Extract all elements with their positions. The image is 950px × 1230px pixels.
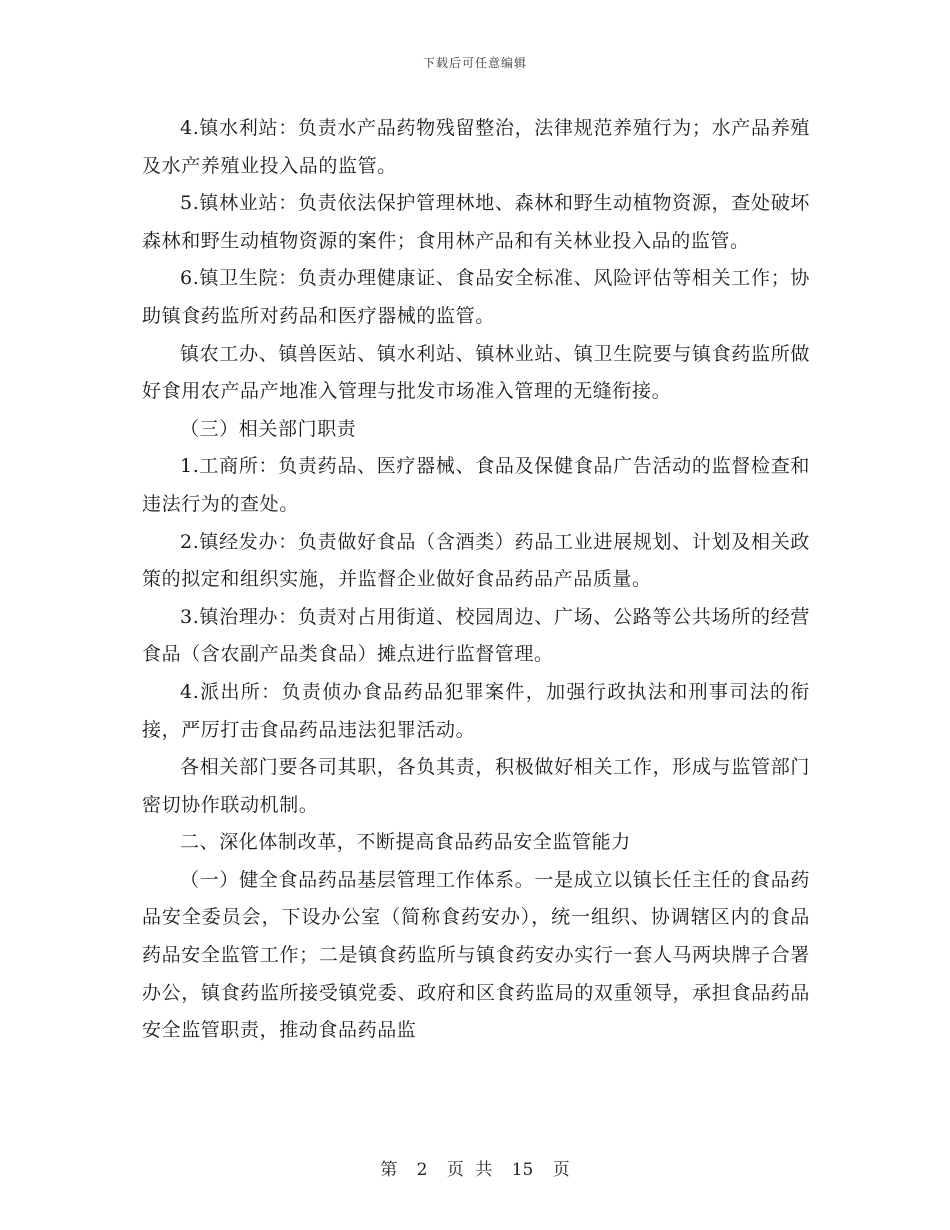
footer-prefix: 第	[380, 1160, 398, 1180]
paragraph-police-station: 4.派出所：负责侦办食品药品犯罪案件，加强行政执法和刑事司法的衔接，严厉打击食品药品违法犯罪活动。	[142, 680, 810, 741]
footer-page-number: 2	[416, 1160, 428, 1180]
section-heading-reform: 二、深化体制改革，不断提高食品药品安全监管能力	[180, 831, 631, 854]
page-footer	[0, 1155, 950, 1180]
paragraph-departments-cooperation: 各相关部门要各司其职，各负其责，积极做好相关工作，形成与监管部门密切协作联动机制。	[142, 756, 810, 816]
paragraph-management-office: 3.镇治理办：负责对占用街道、校园周边、广场、公路等公共场所的经营食品（含农副产品类食品）摊点进行监督管理。	[142, 605, 810, 666]
paragraph-health-center: 6.镇卫生院：负责办理健康证、食品安全标准、风险评估等相关工作；协助镇食药监所对药品和医疗器械的监管。	[142, 267, 810, 327]
paragraph-management-system: （一）健全食品药品基层管理工作体系。一是成立以镇长任主任的食品药品安全委员会，下设办公室（简称食药安办），统一组织、协调辖区内的食品药品安全监管工作；二是镇食药监所与镇食药安办实行一套人马两块牌子合署办公，镇食药监所接受镇党委、政府和区食药监局的双重领导，承担食品药品安全监管职责，推动食品药品监	[142, 868, 810, 1042]
paragraph-water-station: 4.镇水利站：负责水产品药物残留整治，法律规范养殖行为；水产品养殖及水产养殖业投入品的监管。	[142, 117, 810, 177]
document-body	[142, 110, 810, 1050]
paragraph-coordination: 镇农工办、镇兽医站、镇水利站、镇林业站、镇卫生院要与镇食药监所做好食用农产品产地准入管理与批发市场准入管理的无缝衔接。	[142, 342, 810, 403]
paragraph-economic-office: 2.镇经发办：负责做好食品（含酒类）药品工业进展规划、计划及相关政策的拟定和组织实施，并监督企业做好食品药品产品质量。	[142, 530, 810, 591]
paragraph-forestry-station: 5.镇林业站：负责依法保护管理林地、森林和野生动植物资源，查处破坏森林和野生动植物资源的案件；食用林产品和有关林业投入品的监管。	[142, 192, 810, 252]
footer-suffix: 页	[552, 1160, 570, 1180]
footer-total-pages: 15	[511, 1160, 534, 1180]
paragraph-industry-commerce: 1.工商所：负责药品、医疗器械、食品及保健食品广告活动的监督检查和违法行为的查处。	[142, 455, 810, 515]
footer-middle: 页 共	[446, 1160, 493, 1180]
section-heading-related-departments: （三）相关部门职责	[180, 417, 357, 440]
header-note: 下载后可任意编辑	[422, 56, 527, 70]
